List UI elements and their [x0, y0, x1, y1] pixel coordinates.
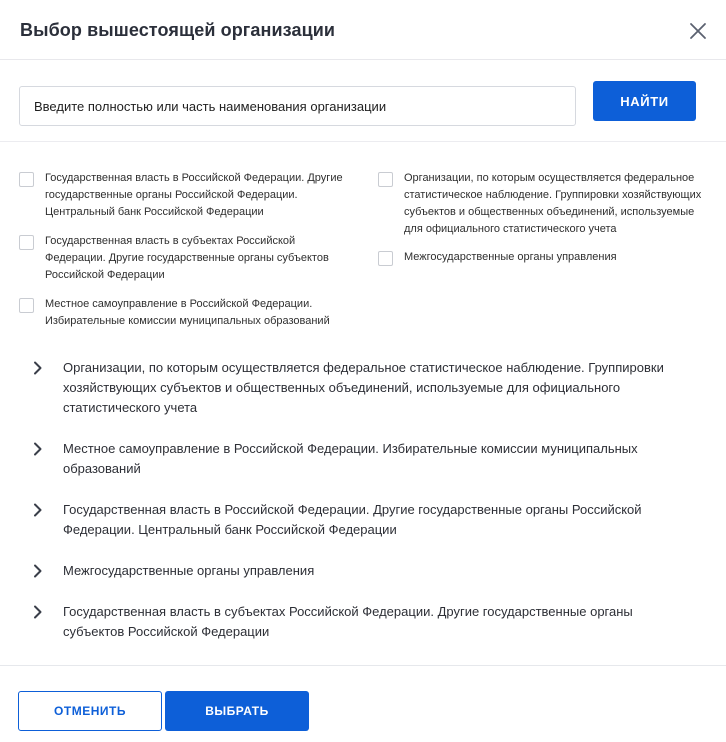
cancel-button[interactable]: ОТМЕНИТЬ — [18, 691, 162, 731]
tree-item-label: Государственная власть в Российской Федерации. Другие государственные органы Российской Федерации. Центральный банк Российской Федерации — [63, 502, 642, 537]
tree-item-federal-authorities[interactable] — [28, 500, 688, 540]
filter-regional-authorities[interactable] — [19, 233, 339, 284]
chevron-right-icon[interactable] — [28, 439, 48, 459]
filter-label: Межгосударственные органы управления — [404, 251, 617, 263]
search-row — [0, 60, 726, 142]
tree-item-label: Межгосударственные органы управления — [63, 563, 315, 578]
checkbox[interactable] — [378, 251, 393, 266]
tree-item-interstate-bodies[interactable] — [28, 561, 688, 581]
dialog-footer — [0, 665, 726, 742]
filter-label: Государственная власть в субъектах Российской Федерации. Другие государственные органы субъектов Российской Федерации — [45, 235, 329, 281]
tree-item-statistical-observation[interactable] — [28, 358, 688, 418]
chevron-right-icon[interactable] — [28, 358, 48, 378]
dialog-title: Выбор вышестоящей организации — [20, 20, 336, 40]
filter-federal-authorities[interactable] — [19, 170, 349, 221]
select-button[interactable]: ВЫБРАТЬ — [165, 691, 309, 731]
filter-interstate-bodies[interactable] — [378, 249, 713, 266]
chevron-right-icon[interactable] — [28, 561, 48, 581]
tree-item-local-self-government[interactable] — [28, 439, 688, 479]
tree-item-label: Организации, по которым осуществляется федеральное статистическое наблюдение. Группировки хозяйствующих субъектов и общественных объединений, используемые для официального статистического учета — [63, 360, 664, 415]
checkbox[interactable] — [19, 172, 34, 187]
tree-item-label: Местное самоуправление в Российской Федерации. Избирательные комиссии муниципальных образований — [63, 441, 638, 476]
chevron-right-icon[interactable] — [28, 602, 48, 622]
close-icon — [686, 19, 710, 43]
dialog-header — [0, 0, 726, 60]
checkbox[interactable] — [19, 235, 34, 250]
chevron-right-icon[interactable] — [28, 500, 48, 520]
search-input[interactable] — [19, 86, 576, 126]
tree-item-label: Государственная власть в субъектах Российской Федерации. Другие государственные органы субъектов Российской Федерации — [63, 604, 633, 639]
find-button[interactable]: НАЙТИ — [593, 81, 696, 121]
checkbox[interactable] — [19, 298, 34, 313]
filter-statistical-observation[interactable] — [378, 170, 713, 238]
checkbox[interactable] — [378, 172, 393, 187]
filter-local-self-government[interactable] — [19, 296, 349, 330]
filter-label: Местное самоуправление в Российской Федерации. Избирательные комиссии муниципальных образований — [45, 298, 330, 327]
filter-label: Государственная власть в Российской Федерации. Другие государственные органы Российской Федерации. Центральный банк Российской Федерации — [45, 172, 343, 218]
tree-item-regional-authorities[interactable] — [28, 602, 688, 642]
close-button[interactable] — [686, 19, 710, 43]
filter-label: Организации, по которым осуществляется федеральное статистическое наблюдение. Группировки хозяйствующих субъектов и общественных объединений, используемые для официального статистического учета — [404, 172, 702, 235]
